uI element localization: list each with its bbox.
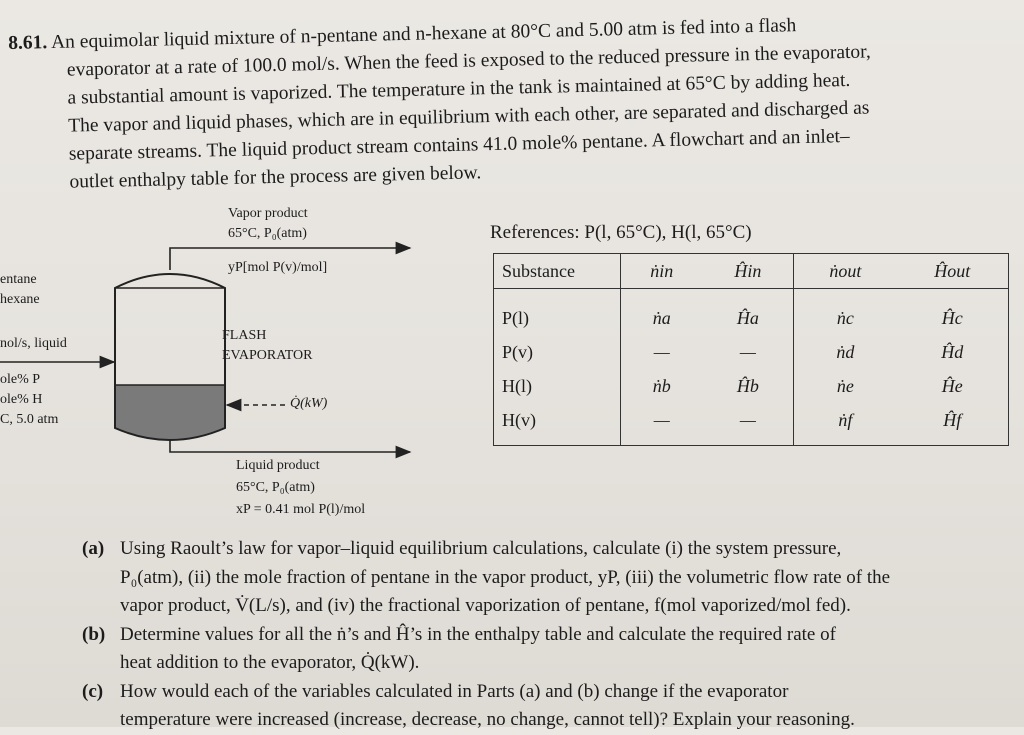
table-row bbox=[494, 369, 1009, 403]
table-row bbox=[494, 289, 1009, 336]
liquid-label: Liquid product bbox=[236, 458, 320, 473]
table-cell: — bbox=[703, 403, 794, 446]
problem-line: a substantial amount is vaporized. The temperature in the tank is maintained at 65°C by adding heat. bbox=[67, 69, 851, 109]
vessel-label: EVAPORATOR bbox=[222, 348, 313, 363]
part-line: P₀(atm), (ii) the mole fraction of pentane in the vapor product, yP, (iii) the volumetric flow rate of the bbox=[120, 566, 891, 588]
enthalpy-table bbox=[493, 253, 1009, 446]
table-cell: — bbox=[653, 409, 670, 430]
column-header: ṅin bbox=[650, 260, 674, 281]
liquid-composition: xP = 0.41 mol P(l)/mol bbox=[236, 502, 366, 517]
question-parts bbox=[82, 535, 1017, 735]
vessel-label: FLASH bbox=[222, 328, 267, 343]
feed-label: entane bbox=[0, 272, 37, 287]
part-line: How would each of the variables calculated in Parts (a) and (b) change if the evaporator bbox=[120, 680, 789, 702]
part-line: temperature were increased (increase, decrease, no change, cannot tell)? Explain your reasoning. bbox=[120, 709, 855, 730]
column-header: Ĥin bbox=[703, 254, 794, 289]
table-cell: Ĥe bbox=[941, 375, 963, 396]
question-part-a bbox=[82, 535, 1017, 621]
table-header-row bbox=[494, 254, 1009, 289]
question-part-b bbox=[82, 621, 1017, 678]
column-header: Ĥout bbox=[934, 260, 971, 281]
problem-line: An equimolar liquid mixture of n-pentane and n-hexane at 80°C and 5.00 atm is fed into a flash bbox=[50, 15, 797, 54]
table-cell: ṅd bbox=[836, 341, 855, 362]
table-cell: ṅe bbox=[836, 375, 854, 396]
part-tag: (a) bbox=[82, 538, 105, 559]
part-tag: (b) bbox=[82, 623, 106, 645]
table-cell: Ĥf bbox=[943, 409, 962, 430]
vapor-composition: yP[mol P(v)/mol] bbox=[228, 260, 328, 275]
feed-label: hexane bbox=[0, 292, 40, 307]
problem-line: separate streams. The liquid product stream contains 41.0 mole% pentane. A flowchart and an inlet– bbox=[68, 125, 850, 165]
problem-number: 8.61. bbox=[8, 32, 48, 54]
question-part-c bbox=[82, 678, 1017, 735]
liquid-stream-arrow bbox=[170, 440, 410, 452]
table-cell: H(v) bbox=[494, 403, 621, 446]
table-cell: — bbox=[703, 335, 794, 369]
references-caption: References: P(l, 65°C), H(l, 65°C) bbox=[490, 222, 752, 243]
problem-line: The vapor and liquid phases, which are in equilibrium with each other, are separated and discharged as bbox=[67, 97, 870, 137]
table-cell: ṅc bbox=[836, 307, 854, 328]
feed-label: ole% H bbox=[0, 392, 43, 407]
table-row bbox=[494, 335, 1009, 369]
table-cell: Ĥc bbox=[941, 307, 963, 328]
part-line: vapor product, V̇(L/s), and (iv) the fractional vaporization of pentane, f(mol vaporized/mol fed). bbox=[120, 595, 851, 616]
vapor-conditions: 65°C, P₀(atm) bbox=[228, 226, 307, 241]
vessel-liquid bbox=[115, 385, 225, 440]
problem-line: evaporator at a rate of 100.0 mol/s. When the feed is exposed to the reduced pressure in the evaporator, bbox=[66, 41, 871, 81]
problem-line: outlet enthalpy table for the process are given below. bbox=[69, 162, 482, 193]
heat-label: Q̇(kW) bbox=[290, 396, 328, 411]
liquid-conditions: 65°C, P₀(atm) bbox=[236, 480, 315, 495]
table-cell: Ĥa bbox=[703, 289, 794, 336]
table-cell: P(v) bbox=[494, 335, 621, 369]
vapor-label: Vapor product bbox=[228, 206, 308, 221]
part-line: heat addition to the evaporator, Q̇(kW). bbox=[120, 652, 420, 673]
feed-label: nol/s, liquid bbox=[0, 336, 67, 351]
table-cell: Ĥb bbox=[703, 369, 794, 403]
part-line: Using Raoult’s law for vapor–liquid equilibrium calculations, calculate (i) the system pressure, bbox=[120, 538, 842, 559]
table-cell: ṅa bbox=[652, 307, 671, 328]
table-cell: ṅb bbox=[652, 375, 671, 396]
table-row bbox=[494, 403, 1009, 446]
part-tag: (c) bbox=[82, 680, 104, 702]
feed-label: ole% P bbox=[0, 372, 41, 387]
column-header: ṅout bbox=[829, 260, 862, 281]
feed-label: C, 5.0 atm bbox=[0, 412, 59, 427]
column-header: Substance bbox=[494, 254, 621, 289]
table-cell: P(l) bbox=[494, 289, 621, 336]
table-cell: ṅf bbox=[838, 409, 853, 430]
problem-statement bbox=[8, 7, 1022, 198]
table-cell: Ĥd bbox=[941, 341, 964, 362]
part-line: Determine values for all the ṅ’s and Ĥ’s in the enthalpy table and calculate the required rate of bbox=[120, 623, 836, 645]
table-cell: — bbox=[653, 341, 670, 362]
flowchart bbox=[0, 200, 490, 530]
table-cell: H(l) bbox=[494, 369, 621, 403]
